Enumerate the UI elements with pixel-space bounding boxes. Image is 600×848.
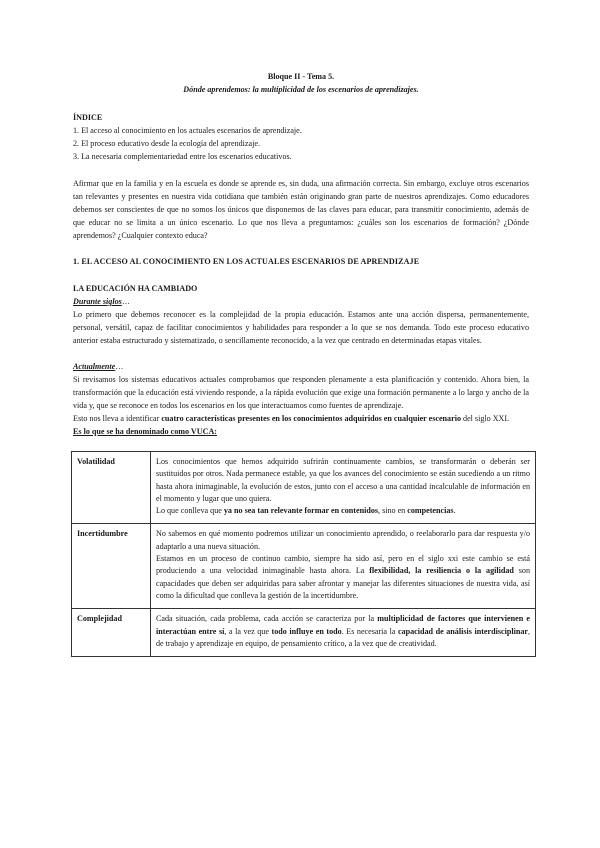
text-run: , a la vez que bbox=[224, 626, 272, 636]
term-cell: Complejidad bbox=[72, 609, 151, 657]
table-row bbox=[72, 452, 536, 524]
text-run-bold: multiplicidad de factores que intervienen e interactúan entre sí bbox=[156, 614, 530, 636]
text-run: , de trabajo y aprendizaje en equipo, de pensamiento crítico, a la vez que de creatividad. bbox=[156, 626, 530, 648]
term-cell: Incertidumbre bbox=[72, 524, 151, 609]
intro-paragraph: Afirmar que en la familia y en la escuela es donde se aprende es, sin duda, una afirmación correcta. Sin embargo, excluye otros escenarios tan relevantes y presentes en nuestra vida cotidiana que también están originando gran parte de nuestros aprendizajes. Como educadores debemos ser conscientes de que no somos los únicos que disponemos de las claves para educar, para transmitir conocimiento, además de que educar no se limita a un único escenario. Lo que nos lleva a preguntarnos: ¿cuáles son los escenarios de formación? ¿Dónde aprendemos? ¿Cualquier contexto educa? bbox=[73, 179, 529, 240]
description-text bbox=[156, 505, 530, 517]
index-heading: ÍNDICE bbox=[73, 113, 103, 122]
description-text bbox=[156, 553, 530, 602]
text-run-bold: todo influye en todo bbox=[271, 626, 342, 636]
lead-bold: cuatro características presentes en los conocimientos adquiridos en cualquier escenario bbox=[161, 414, 461, 423]
vuca-heading: Es lo que se ha denominado como VUCA: bbox=[73, 427, 217, 436]
text-run: Estamos en un proceso de continuo cambio, siempre ha sido así, pero en el siglo xxi este cambio se está produciendo a una velocidad inimaginable hasta ahora. La bbox=[156, 554, 530, 576]
term-cell: Volatilidad bbox=[72, 452, 151, 524]
past-paragraph: Lo primero que debemos reconocer es la complejidad de la propia educación. Estamos ante una acción dispersa, permanentemente, personal, versátil, capaz de facilitar conocimientos y habilidades para responder a lo que se nos demanda. Todo este proceso educativo anterior estaba estructurado y sistematizado, o sencillamente reconocido, a la vez que centrado en determinadas etapas vitales. bbox=[73, 310, 529, 345]
table-row bbox=[72, 609, 536, 657]
description-text: Los conocimientos que hemos adquirido sufrirán continuamente cambios, se transformarán o deberán ser sustituidos por otros. Nada permanece estable, ya que los avances del conocimiento se están sucediendo a un ritmo hasta ahora inimaginable, la evolución de estos, junto con el acceso a una cantidad incalculable de información en el momento y lugar que uno quiera. bbox=[156, 457, 530, 503]
document-page bbox=[73, 70, 529, 657]
past-label bbox=[73, 295, 529, 308]
index-item: 3. La necesaria complementariedad entre los escenarios educativos. bbox=[73, 152, 292, 161]
section-heading: 1. EL ACCESO AL CONOCIMIENTO EN LOS ACTUALES ESCENARIOS DE APRENDIZAJE bbox=[73, 257, 420, 266]
past-label-text: Durante siglos bbox=[73, 297, 122, 306]
text-run: Cada situación, cada problema, cada acción se caracteriza por la bbox=[156, 614, 378, 624]
text-run-bold: flexibilidad, la resiliencia o la agilidad bbox=[369, 566, 514, 576]
text-run: son capacidades que deben ser adquiridas para saber afrontar y manejar las diferentes situaciones de nuestra vida, así como la dificultad que conlleva la gestión de la incertidumbre. bbox=[156, 566, 530, 600]
text-run-bold: capacidad de análisis interdisciplinar bbox=[397, 626, 528, 636]
topic-subtitle: Dónde aprendemos: la multiplicidad de los escenarios de aprendizajes. bbox=[183, 85, 419, 94]
text-run: . Es necesaria la bbox=[341, 626, 398, 636]
index-item: 2. El proceso educativo desde la ecología del aprendizaje. bbox=[73, 139, 260, 148]
text-run: Lo que conlleva que bbox=[156, 506, 224, 516]
text-run: , sino en bbox=[378, 506, 408, 516]
text-run-bold: competencias bbox=[407, 506, 454, 516]
description-cell bbox=[151, 452, 536, 524]
text-run: . bbox=[453, 506, 456, 516]
text-run-bold: ya no sea tan relevante formar en contenidos bbox=[223, 506, 379, 516]
description-text bbox=[156, 613, 530, 650]
characteristics-paragraph bbox=[73, 412, 529, 425]
now-label-ellipsis: … bbox=[115, 362, 124, 371]
table-row bbox=[72, 524, 536, 609]
block-title: Bloque II - Tema 5. bbox=[267, 72, 335, 81]
description-cell bbox=[151, 609, 536, 657]
now-label bbox=[73, 360, 529, 373]
past-label-ellipsis: … bbox=[121, 297, 130, 306]
index-list bbox=[73, 124, 529, 163]
lead-end: del siglo XXI. bbox=[461, 414, 510, 423]
vuca-table bbox=[71, 451, 536, 657]
subsection-heading: LA EDUCACIÓN HA CAMBIADO bbox=[73, 284, 198, 293]
description-cell bbox=[151, 524, 536, 609]
lead-plain: Esto nos lleva a identificar bbox=[73, 414, 162, 423]
now-label-text: Actualmente bbox=[73, 362, 116, 371]
index-item: 1. El acceso al conocimiento en los actuales escenarios de aprendizaje. bbox=[73, 126, 302, 135]
now-paragraph: Si revisamos los sistemas educativos actuales comprobamos que responden plenamente a esta planificación y contenido. Ahora bien, la transformación que la educación está viviendo responde, a la rápida evolución que exige una formación permanente a lo largo y ancho de la vida y, que se reconoce en todos los escenarios en los que interactuamos como fuentes de aprendizaje. bbox=[73, 375, 529, 410]
description-text: No sabemos en qué momento podremos utilizar un conocimiento aprendido, o reelaborarlo para dar respuesta y/o adaptarlo a una nueva situación. bbox=[156, 529, 530, 551]
